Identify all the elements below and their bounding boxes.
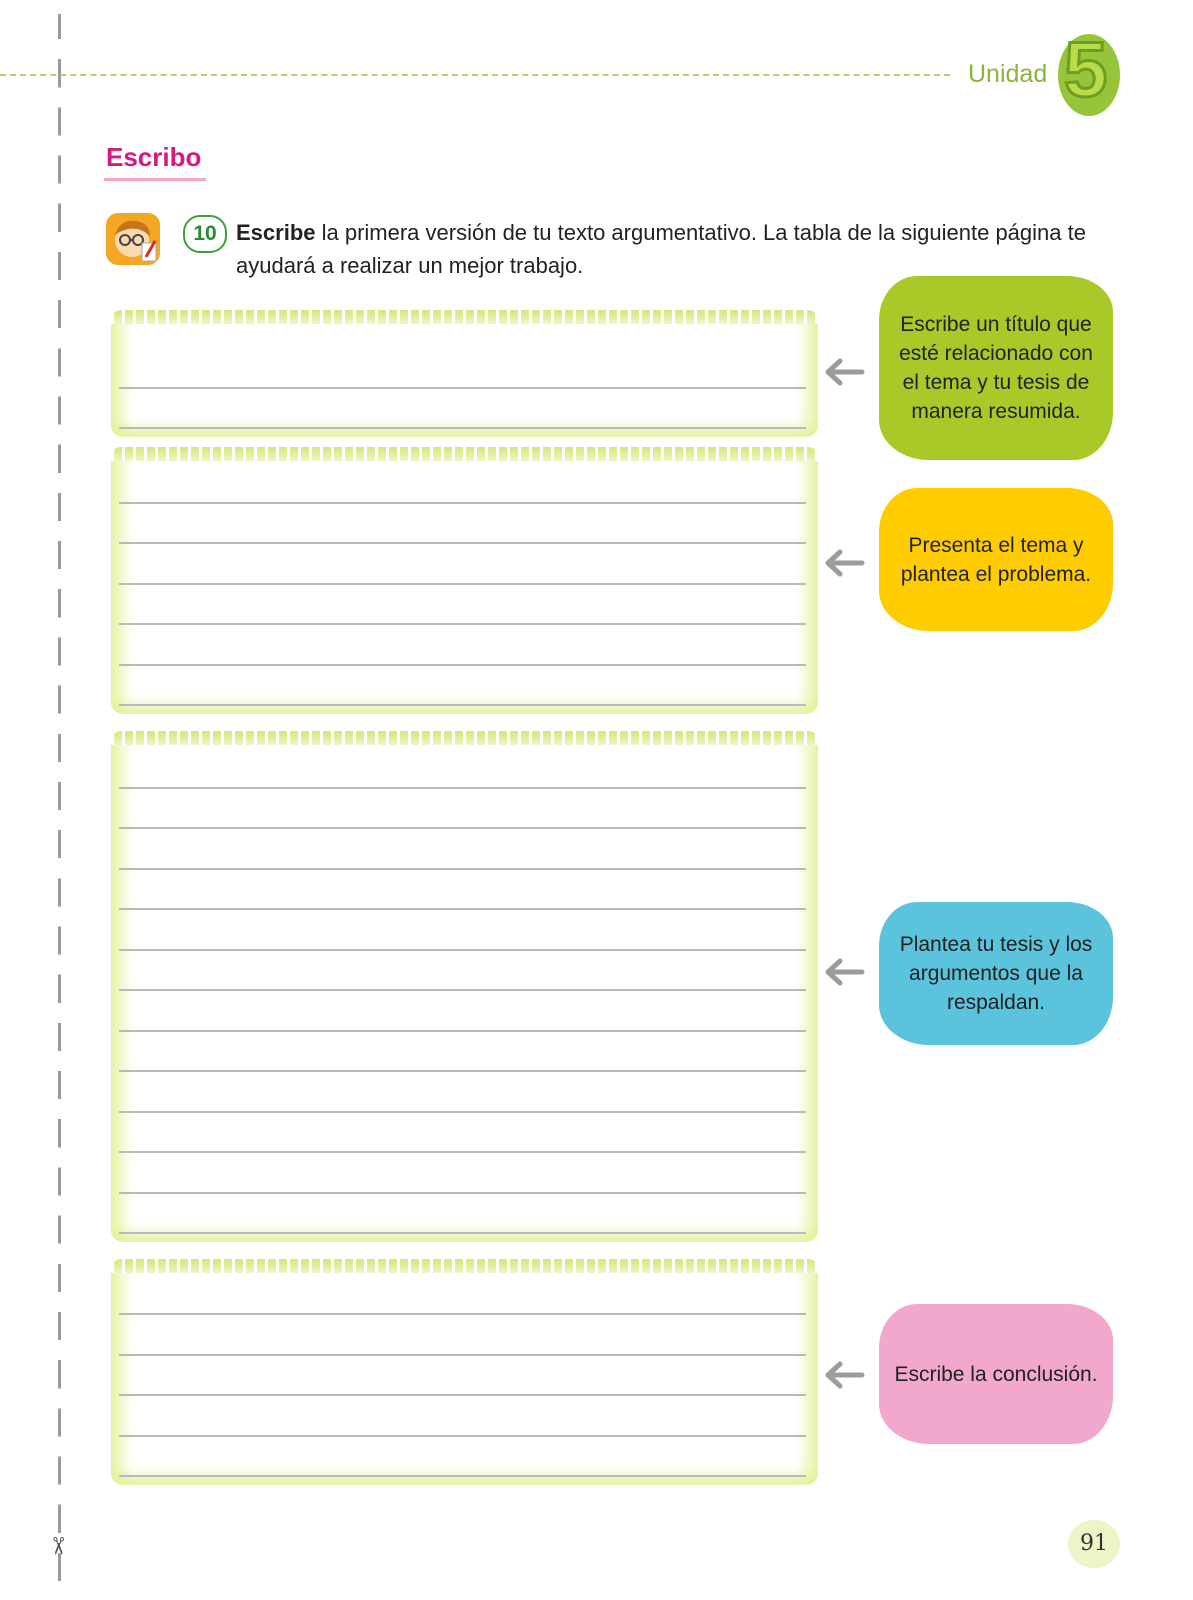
unit-number: 5 [1064, 25, 1108, 113]
ruled-line [119, 908, 806, 910]
ruled-line [119, 1192, 806, 1194]
ruled-line [119, 1111, 806, 1113]
ruled-line [119, 949, 806, 951]
ruled-line [119, 502, 806, 504]
writing-box-conclusion[interactable] [111, 1259, 818, 1485]
ruled-line [119, 787, 806, 789]
activity-number: 10 [183, 215, 227, 253]
ruled-line [119, 1475, 806, 1477]
hint-bubble-development: Plantea tu tesis y los argumentos que la respaldan. [879, 902, 1113, 1045]
ruled-line [119, 387, 806, 389]
arrow-left-icon [822, 957, 866, 987]
unit-label: Unidad [968, 60, 1048, 88]
ruled-line [119, 989, 806, 991]
ruled-line [119, 1070, 806, 1072]
ruled-line [119, 583, 806, 585]
ruled-line [119, 1394, 806, 1396]
ruled-line [119, 542, 806, 544]
ruled-line [119, 1151, 806, 1153]
spiral-binding [111, 447, 818, 461]
writing-box-title[interactable] [111, 310, 818, 437]
ruled-line [119, 1232, 806, 1234]
student-writing-icon [106, 213, 160, 265]
ruled-line [119, 623, 806, 625]
cut-line [58, 14, 61, 1584]
spiral-binding [111, 310, 818, 324]
scissors-icon: ✂ [44, 1535, 73, 1557]
spiral-binding [111, 1259, 818, 1273]
arrow-left-icon [822, 1360, 866, 1390]
ruled-line [119, 1354, 806, 1356]
ruled-line [119, 664, 806, 666]
hint-bubble-introduction: Presenta el tema y plantea el problema. [879, 488, 1113, 631]
ruled-line [119, 704, 806, 706]
section-title: Escribo [106, 142, 202, 172]
ruled-line [119, 827, 806, 829]
section-underline [104, 178, 206, 181]
hint-bubble-conclusion: Escribe la conclusión. [879, 1304, 1113, 1444]
instruction-text: la primera versión de tu texto argumentativo. La tabla de la siguiente página te ayudará a realizar un mejor trabajo. [236, 220, 1086, 278]
ruled-line [119, 868, 806, 870]
spiral-binding [111, 731, 818, 745]
page-number: 91 [1080, 1531, 1108, 1556]
arrow-left-icon [822, 548, 866, 578]
writing-box-introduction[interactable] [111, 447, 818, 714]
writing-box-development[interactable] [111, 731, 818, 1242]
hint-bubble-title: Escribe un título que esté relacionado con el tema y tu tesis de manera resumida. [879, 276, 1113, 460]
ruled-line [119, 1030, 806, 1032]
instruction-bold: Escribe [236, 220, 316, 245]
arrow-left-icon [822, 357, 866, 387]
ruled-line [119, 427, 806, 429]
activity-instruction [236, 216, 1096, 282]
header-dash-line [0, 74, 950, 76]
ruled-line [119, 1435, 806, 1437]
ruled-line [119, 1313, 806, 1315]
